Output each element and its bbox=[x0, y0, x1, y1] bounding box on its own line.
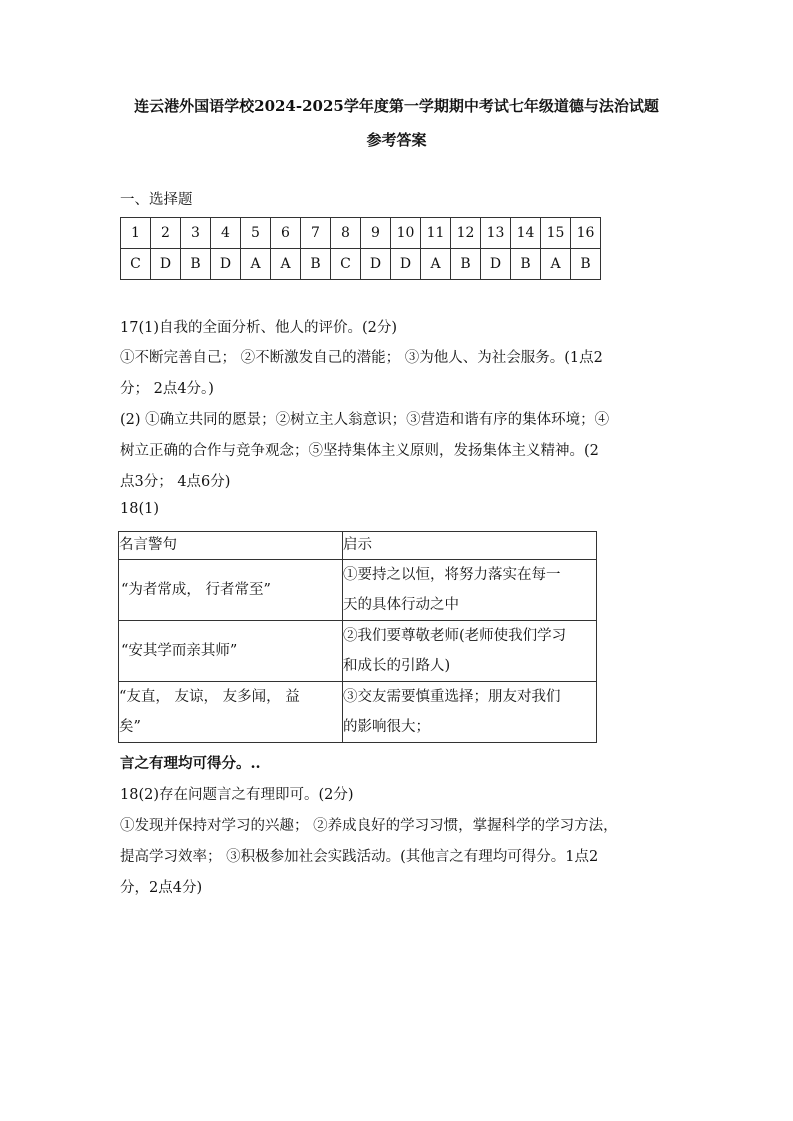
q17-line-4: (2) ①确立共同的愿景；②树立主人翁意识；③营造和谐有序的集体环境；④ bbox=[120, 412, 610, 428]
answer-number-row bbox=[121, 218, 601, 249]
question-number: 1 bbox=[121, 218, 151, 249]
question-number: 10 bbox=[391, 218, 421, 249]
question-number: 14 bbox=[511, 218, 541, 249]
q17-line-3: 分； 2点4分。) bbox=[120, 381, 214, 397]
quote-cell bbox=[119, 682, 343, 743]
quote-text: “安其学而亲其师” bbox=[121, 643, 238, 659]
q18-line-1: 18(2)存在问题言之有理即可。(2分) bbox=[120, 787, 354, 803]
question-number: 8 bbox=[331, 218, 361, 249]
answer-letter: B bbox=[571, 249, 601, 280]
quote-text: 矣” bbox=[119, 719, 141, 735]
answer-letter: D bbox=[151, 249, 181, 280]
insight-text: ②我们要尊敬老师(老师使我们学习 bbox=[343, 628, 567, 644]
quotes-table bbox=[118, 531, 597, 743]
q17-line-5: 树立正确的合作与竞争观念；⑤坚持集体主义原则，发扬集体主义精神。(2 bbox=[120, 443, 599, 459]
quote-text: “为者常成， 行者常至” bbox=[121, 582, 271, 598]
q18-line-2: ①发现并保持对学习的兴趣； ②养成良好的学习习惯，掌握科学的学习方法， bbox=[120, 818, 618, 834]
column-header-insight: 启示 bbox=[343, 532, 597, 560]
quotes-table-header bbox=[119, 532, 597, 560]
column-header-quote: 名言警句 bbox=[119, 532, 343, 560]
insight-cell bbox=[343, 560, 597, 621]
table-row bbox=[119, 682, 597, 743]
q18-line-4: 分，2点4分) bbox=[120, 880, 203, 896]
question-number: 5 bbox=[241, 218, 271, 249]
quote-cell bbox=[119, 560, 343, 621]
quote-text: “友直， 友谅， 友多闻， 益 bbox=[119, 689, 300, 705]
answer-letter: B bbox=[181, 249, 211, 280]
answer-letter: C bbox=[331, 249, 361, 280]
answer-letter: C bbox=[121, 249, 151, 280]
answer-letter: D bbox=[361, 249, 391, 280]
answer-letter: D bbox=[481, 249, 511, 280]
section-heading-choice: 一、选择题 bbox=[120, 192, 193, 208]
quote-cell bbox=[119, 621, 343, 682]
table-row bbox=[119, 621, 597, 682]
answer-letter: D bbox=[391, 249, 421, 280]
q18-label: 18(1) bbox=[120, 501, 159, 517]
question-number: 7 bbox=[301, 218, 331, 249]
q17-line-2: ①不断完善自己； ②不断激发自己的潜能； ③为他人、为社会服务。(1点2 bbox=[120, 350, 603, 366]
question-number: 9 bbox=[361, 218, 391, 249]
question-number: 4 bbox=[211, 218, 241, 249]
insight-cell bbox=[343, 621, 597, 682]
question-number: 11 bbox=[421, 218, 451, 249]
answer-table bbox=[120, 217, 601, 280]
insight-text: ①要持之以恒，将努力落实在每一 bbox=[343, 567, 561, 583]
answer-letter-row bbox=[121, 249, 601, 280]
question-number: 3 bbox=[181, 218, 211, 249]
question-number: 12 bbox=[451, 218, 481, 249]
answer-letter: D bbox=[211, 249, 241, 280]
question-number: 2 bbox=[151, 218, 181, 249]
page-subtitle: 参考答案 bbox=[366, 131, 427, 149]
insight-text: 和成长的引路人) bbox=[343, 658, 451, 674]
insight-text: ③交友需要慎重选择；朋友对我们 bbox=[343, 689, 561, 705]
answer-letter: A bbox=[541, 249, 571, 280]
answer-letter: A bbox=[241, 249, 271, 280]
answer-letter: A bbox=[271, 249, 301, 280]
question-number: 16 bbox=[571, 218, 601, 249]
question-number: 6 bbox=[271, 218, 301, 249]
insight-cell bbox=[343, 682, 597, 743]
page-title: 连云港外国语学校2024-2025学年度第一学期期中考试七年级道德与法治试题 bbox=[134, 97, 659, 115]
answer-letter: A bbox=[421, 249, 451, 280]
q17-line-6: 点3分； 4点6分) bbox=[120, 474, 231, 490]
scoring-note: 言之有理均可得分。.. bbox=[120, 755, 261, 772]
insight-text: 的影响很大； bbox=[343, 719, 430, 735]
answer-letter: B bbox=[451, 249, 481, 280]
q17-line-1: 17(1)自我的全面分析、他人的评价。(2分) bbox=[120, 320, 398, 336]
answer-letter: B bbox=[511, 249, 541, 280]
table-row bbox=[119, 560, 597, 621]
insight-text: 天的具体行动之中 bbox=[343, 597, 459, 613]
question-number: 15 bbox=[541, 218, 571, 249]
answer-letter: B bbox=[301, 249, 331, 280]
q18-line-3: 提高学习效率； ③积极参加社会实践活动。(其他言之有理均可得分。1点2 bbox=[120, 849, 599, 865]
question-number: 13 bbox=[481, 218, 511, 249]
